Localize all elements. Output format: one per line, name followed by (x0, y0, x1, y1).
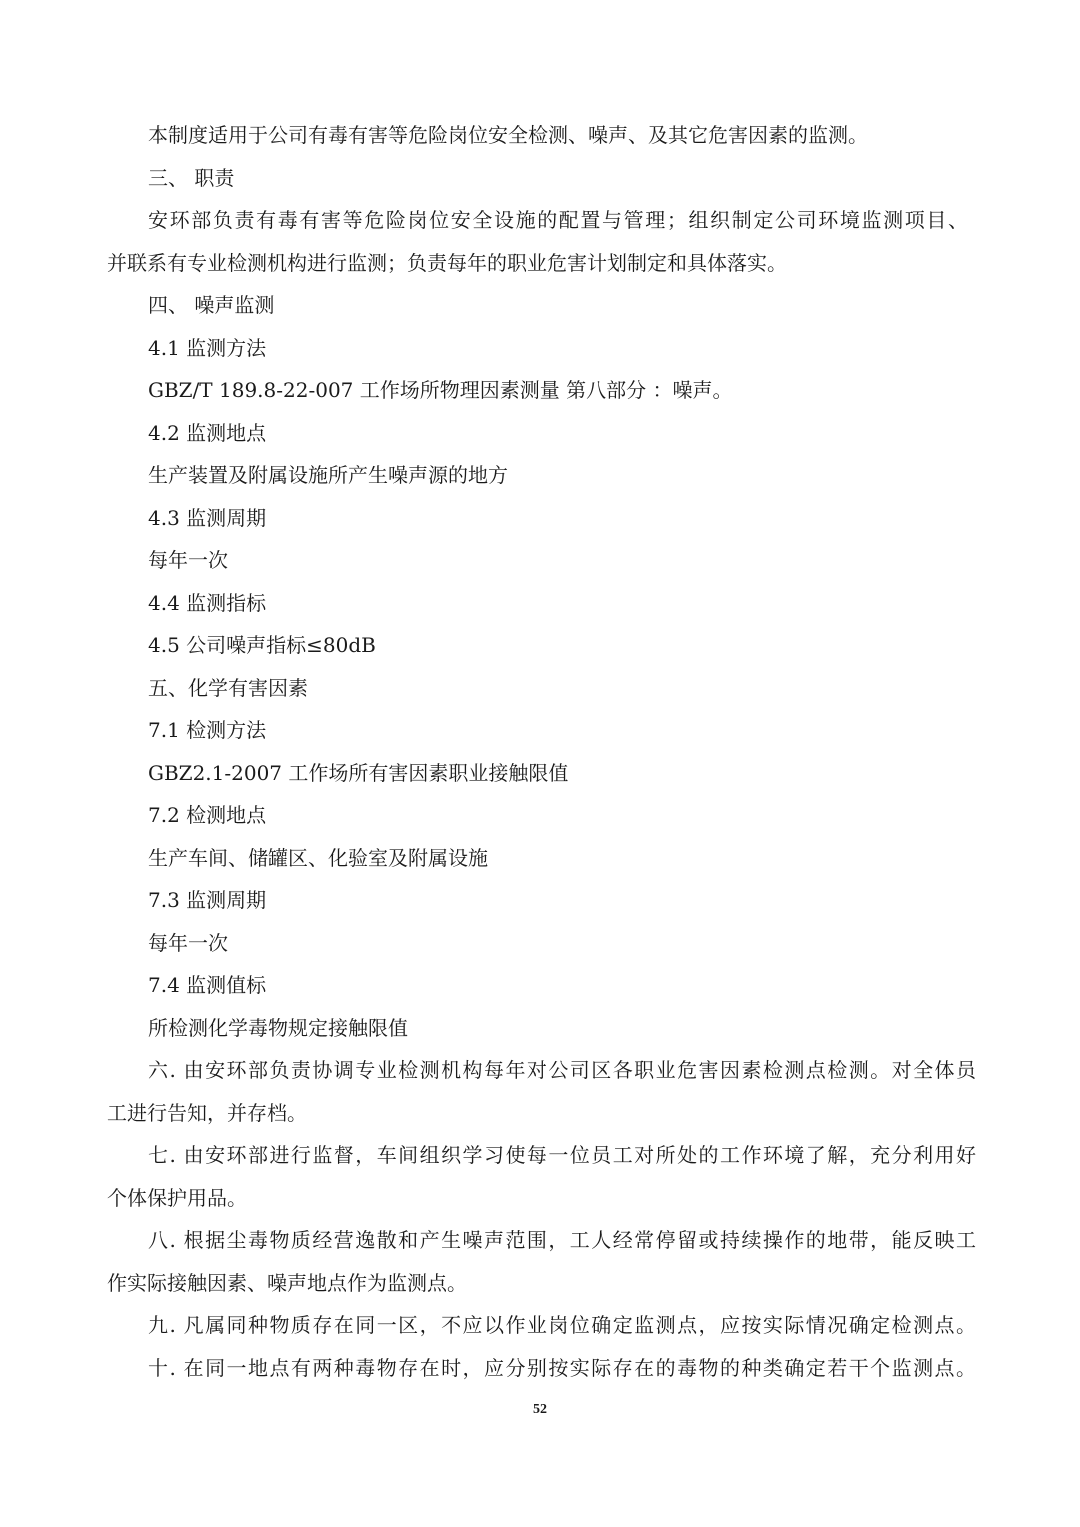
text-line-16: GBZ2.1-2007 工作场所有害因素职业接触限值 (148, 761, 569, 785)
text-line-24: 工进行告知，并存档。 (107, 1101, 307, 1125)
text-line-21: 7.4 监测值标 (148, 973, 267, 997)
text-line-14: 五、化学有害因素 (148, 676, 308, 700)
text-line-10: 4.3 监测周期 (148, 506, 267, 530)
text-line-9: 生产装置及附属设施所产生噪声源的地方 (148, 463, 508, 487)
text-line-22: 所检测化学毒物规定接触限值 (148, 1016, 408, 1040)
text-line-20: 每年一次 (148, 931, 228, 955)
text-line-12: 4.4 监测指标 (148, 591, 267, 615)
text-line-18: 生产车间、储罐区、化验室及附属设施 (148, 846, 488, 870)
text-line-25: 七. 由安环部进行监督，车间组织学习使每一位员工对所处的工作环境了解，充分利用好 (148, 1143, 976, 1167)
text-line-29: 九. 凡属同种物质存在同一区，不应以作业岗位确定监测点，应按实际情况确定检测点。 (148, 1313, 976, 1337)
text-line-3: 安环部负责有毒有害等危险岗位安全设施的配置与管理；组织制定公司环境监测项目、 (148, 208, 968, 232)
text-line-11: 每年一次 (148, 548, 228, 572)
text-line-1: 本制度适用于公司有毒有害等危险岗位安全检测、噪声、及其它危害因素的监测。 (148, 123, 868, 147)
text-line-2: 三、 职责 (148, 166, 235, 190)
text-line-5: 四、 噪声监测 (148, 293, 275, 317)
text-line-28: 作实际接触因素、噪声地点作为监测点。 (107, 1271, 467, 1295)
text-line-27: 八. 根据尘毒物质经营逸散和产生噪声范围，工人经常停留或持续操作的地带，能反映工 (148, 1228, 976, 1252)
text-line-30: 十. 在同一地点有两种毒物存在时，应分别按实际存在的毒物的种类确定若干个监测点。 (148, 1356, 976, 1380)
text-line-8: 4.2 监测地点 (148, 421, 267, 445)
page-number: 52 (533, 1402, 547, 1417)
text-line-15: 7.1 检测方法 (148, 718, 267, 742)
text-line-6: 4.1 监测方法 (148, 336, 267, 360)
text-line-23: 六. 由安环部负责协调专业检测机构每年对公司区各职业危害因素检测点检测。对全体员 (148, 1058, 976, 1082)
text-line-13: 4.5 公司噪声指标≤80dB (148, 633, 376, 657)
text-line-17: 7.2 检测地点 (148, 803, 267, 827)
text-line-4: 并联系有专业检测机构进行监测；负责每年的职业危害计划制定和具体落实。 (107, 251, 787, 275)
text-line-19: 7.3 监测周期 (148, 888, 267, 912)
text-line-7: GBZ/T 189.8-22-007 工作场所物理因素测量 第八部分 ：噪声。 (148, 378, 733, 402)
text-line-26: 个体保护用品。 (107, 1186, 247, 1210)
